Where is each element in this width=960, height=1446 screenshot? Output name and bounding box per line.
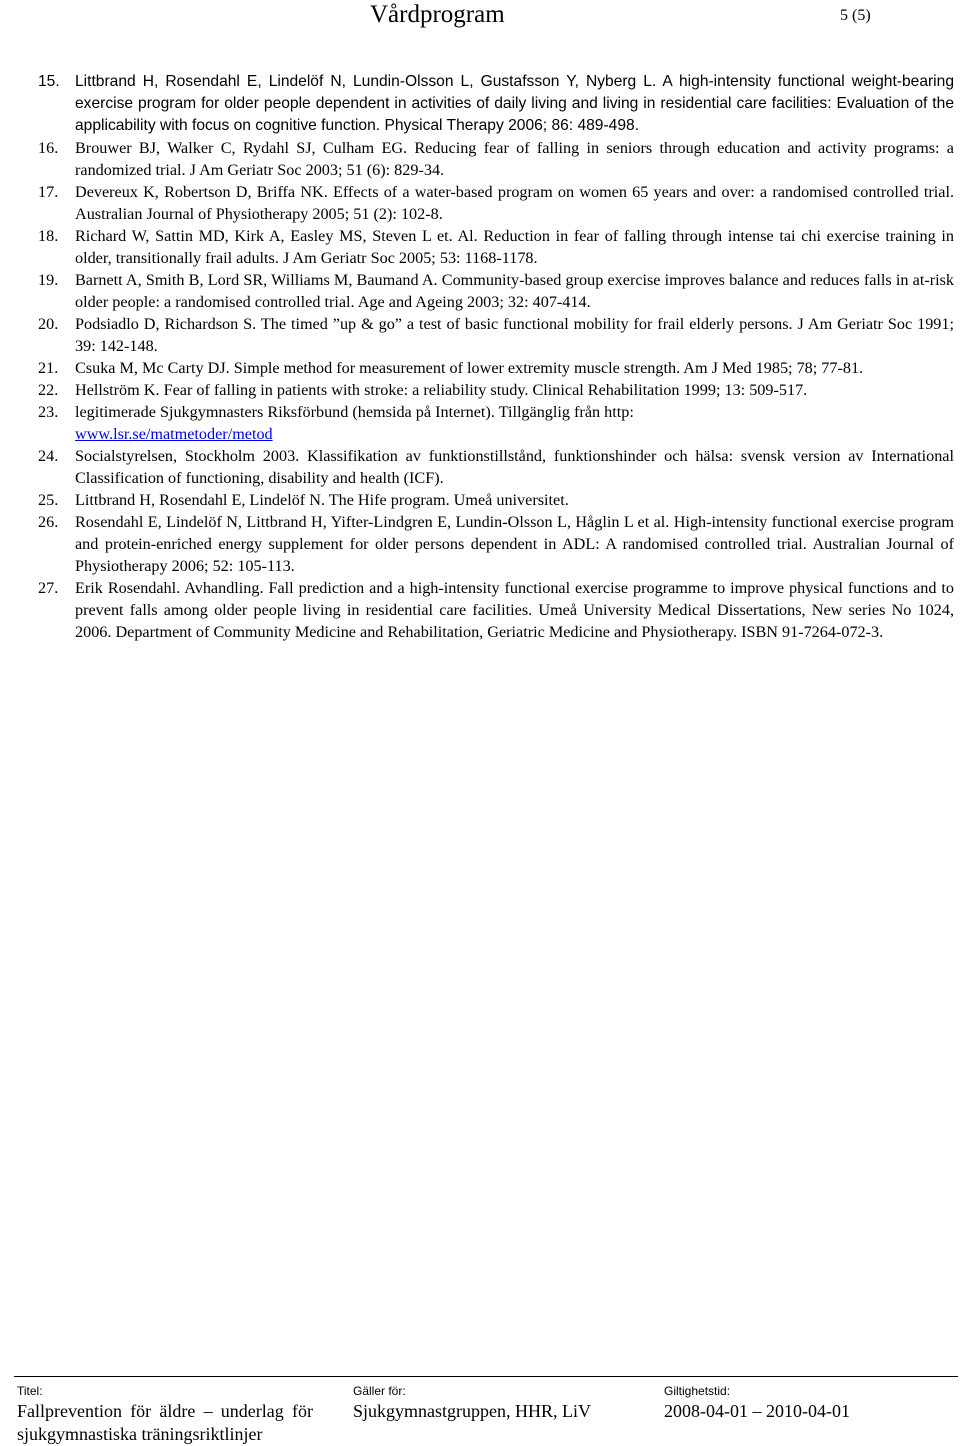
reference-item (38, 379, 954, 401)
reference-item (38, 401, 954, 445)
page-footer (0, 1376, 960, 1443)
reference-text: Littbrand H, Rosendahl E, Lindelöf N, Lundin-Olsson L, Gustafsson Y, Nyberg L. A high-intensity functional weight-bearing exercise program for older people dependent in activities of daily living and living in residential care facilities: Evaluation of the applicability with focus on cognitive function. Physical Therapy 2006; 86: 489-498. (75, 73, 954, 134)
reference-number: 22. (38, 381, 59, 399)
footer-title-word: underlag (220, 1401, 284, 1421)
reference-item (38, 225, 954, 269)
reference-item (38, 137, 954, 181)
reference-item (38, 181, 954, 225)
reference-text: Brouwer BJ, Walker C, Rydahl SJ, Culham EG. Reducing fear of falling in seniors through education and activity programs: a randomized trial. J Am Geriatr Soc 2003; 51 (6): 829-34. (75, 139, 954, 179)
reference-link[interactable]: www.lsr.se/matmetoder/metod (75, 425, 273, 443)
reference-text: Devereux K, Robertson D, Briffa NK. Effects of a water-based program on women 65 years and over: a randomised controlled trial. Australian Journal of Physiotherapy 2005; 51 (2): 102-8. (75, 183, 954, 223)
reference-item (38, 445, 954, 489)
footer-title-word: äldre (159, 1401, 196, 1421)
page-header (0, 0, 960, 36)
reference-number: 26. (38, 513, 59, 531)
reference-text: Socialstyrelsen, Stockholm 2003. Klassifikation av funktionstillstånd, funktionshinder och hälsa: svensk version av International Classification of functioning, disability and health (ICF). (75, 447, 954, 487)
footer-applies-label: Gäller för: (353, 1384, 406, 1398)
reference-text: Erik Rosendahl. Avhandling. Fall prediction and a high-intensity functional exercise programme to improve physical functions and to prevent falls among older people living in residential care facilities. Umeå University Medical Dissertations, New series No 1024, 2006. Department of Community Medicine and Rehabilitation, Geriatric Medicine and Physiotherapy. ISBN 91-7264-072-3. (75, 579, 954, 641)
reference-number: 16. (38, 139, 59, 157)
footer-title-line-1 (17, 1400, 313, 1423)
footer-validity-block (664, 1384, 954, 1423)
footer-applies-value: Sjukgymnastgruppen, HHR, LiV (353, 1401, 591, 1421)
reference-text: legitimerade Sjukgymnasters Riksförbund (hemsida på Internet). Tillgänglig från http: (75, 403, 634, 421)
reference-number: 24. (38, 447, 59, 465)
page-number: 5 (5) (840, 7, 871, 24)
footer-title-block (17, 1384, 337, 1446)
reference-item (38, 357, 954, 379)
reference-item (38, 313, 954, 357)
reference-text: Podsiadlo D, Richardson S. The timed ”up & go” a test of basic functional mobility for frail elderly persons. J Am Geriatr Soc 1991; 39: 142-148. (75, 315, 954, 355)
footer-title-line-2: sjukgymnastiska träningsriktlinjer (17, 1424, 263, 1444)
reference-list (38, 71, 954, 643)
reference-number: 18. (38, 227, 59, 245)
reference-item (38, 577, 954, 643)
reference-text: Barnett A, Smith B, Lord SR, Williams M, Baumand A. Community-based group exercise improves balance and reduces falls in at-risk older people: a randomised controlled trial. Age and Ageing 2003; 32: 407-414. (75, 271, 954, 311)
footer-title-word: – (203, 1401, 213, 1421)
reference-item (38, 511, 954, 577)
footer-title-label: Titel: (17, 1384, 43, 1398)
footer-title-word: Fallprevention (17, 1401, 122, 1421)
reference-text: Hellström K. Fear of falling in patients with stroke: a reliability study. Clinical Rehabilitation 1999; 13: 509-517. (75, 381, 808, 399)
reference-number: 20. (38, 315, 59, 333)
reference-number: 15. (38, 73, 60, 90)
footer-title-word: för (130, 1401, 152, 1421)
reference-text: Rosendahl E, Lindelöf N, Littbrand H, Yifter-Lindgren E, Lundin-Olsson L, Håglin L et al. High-intensity functional exercise program and protein-enriched energy supplement for older persons dependent in ADL: A randomised controlled trial. Australian Journal of Physiotherapy 2006; 52: 105-113. (75, 513, 954, 575)
footer-validity-value: 2008-04-01 – 2010-04-01 (664, 1401, 850, 1421)
footer-validity-label: Giltighetstid: (664, 1384, 731, 1398)
reference-text: Csuka M, Mc Carty DJ. Simple method for measurement of lower extremity muscle strength. Am J Med 1985; 78; 77-81. (75, 359, 864, 377)
reference-number: 27. (38, 579, 59, 597)
reference-text: Richard W, Sattin MD, Kirk A, Easley MS, Steven L et. Al. Reduction in fear of falling through intense tai chi exercise training in older, transitionally frail adults. J Am Geriatr Soc 2005; 53: 1168-1178. (75, 227, 954, 267)
reference-number: 23. (38, 403, 59, 421)
footer-title-word: för (291, 1401, 313, 1421)
document-title: Vårdprogram (370, 1, 505, 28)
reference-item (38, 71, 954, 137)
reference-item (38, 269, 954, 313)
reference-number: 17. (38, 183, 59, 201)
footer-applies-block (353, 1384, 653, 1423)
reference-number: 25. (38, 491, 59, 509)
reference-text: Littbrand H, Rosendahl E, Lindelöf N. The Hife program. Umeå universitet. (75, 491, 569, 509)
footer-divider (14, 1376, 958, 1377)
reference-number: 19. (38, 271, 59, 289)
reference-number: 21. (38, 359, 59, 377)
reference-item (38, 489, 954, 511)
